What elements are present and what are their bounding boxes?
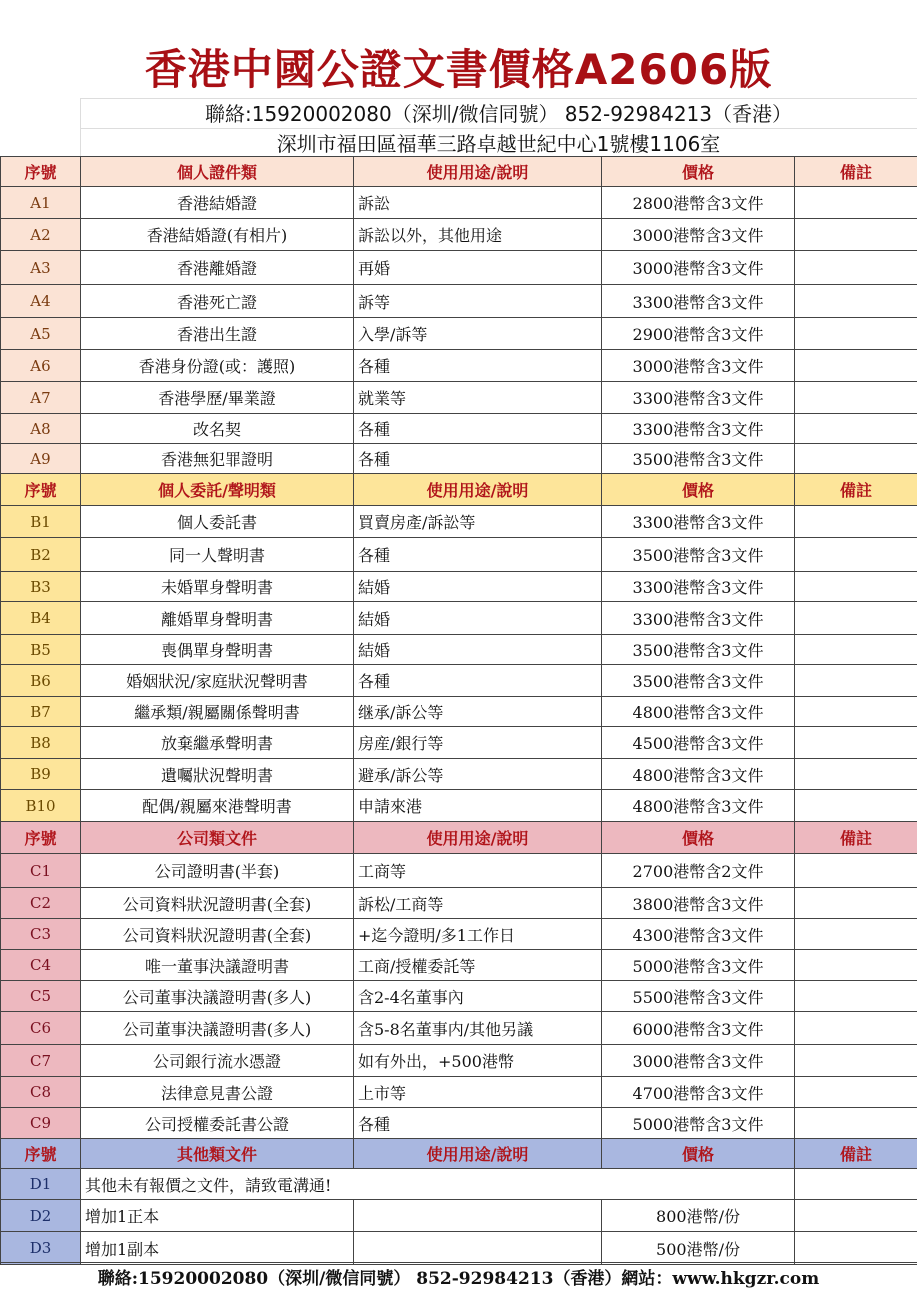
row-use: 继承/訴公等 <box>354 697 602 727</box>
row-note <box>795 981 917 1012</box>
table-row <box>1 572 917 602</box>
row-index: B6 <box>1 665 81 697</box>
row-name: 公司資料狀況證明書(全套) <box>81 888 354 919</box>
row-price: 6000港幣含3文件 <box>602 1012 795 1045</box>
row-note <box>795 950 917 981</box>
header-price: 價格 <box>602 822 795 854</box>
row-use: 各種 <box>354 350 602 382</box>
row-use: 訴訟 <box>354 187 602 219</box>
row-note <box>795 572 917 602</box>
row-use: 訴等 <box>354 285 602 318</box>
row-use <box>354 1232 602 1265</box>
row-price: 3300港幣含3文件 <box>602 414 795 444</box>
row-index: C6 <box>1 1012 81 1045</box>
header-price: 價格 <box>602 157 795 187</box>
row-name: 離婚單身聲明書 <box>81 602 354 635</box>
table-row <box>1 665 917 697</box>
row-note <box>795 1169 917 1200</box>
table-row <box>1 981 917 1012</box>
row-use: 申請來港 <box>354 790 602 822</box>
row-price: 3000港幣含3文件 <box>602 251 795 285</box>
row-index: A3 <box>1 251 81 285</box>
row-note <box>795 854 917 888</box>
header-price: 價格 <box>602 1139 795 1169</box>
row-index: A6 <box>1 350 81 382</box>
row-name: 公司資料狀況證明書(全套) <box>81 919 354 950</box>
row-name: 香港無犯罪證明 <box>81 444 354 474</box>
row-note <box>795 382 917 414</box>
row-index: B10 <box>1 790 81 822</box>
row-note <box>795 350 917 382</box>
table-row <box>1 318 917 350</box>
header-use: 使用用途/說明 <box>354 474 602 506</box>
table-row <box>1 888 917 919</box>
header-use: 使用用途/說明 <box>354 1139 602 1169</box>
table-row <box>1 1077 917 1108</box>
row-price: 5000港幣含3文件 <box>602 950 795 981</box>
row-index: A8 <box>1 414 81 444</box>
section-header-b <box>1 474 917 506</box>
table-row <box>1 602 917 635</box>
section-header-c <box>1 822 917 854</box>
row-index: A1 <box>1 187 81 219</box>
header-idx: 序號 <box>1 1139 81 1169</box>
row-note <box>795 219 917 251</box>
row-index: B7 <box>1 697 81 727</box>
row-use: 上市等 <box>354 1077 602 1108</box>
row-name: 遺囑狀況聲明書 <box>81 759 354 790</box>
row-index: B5 <box>1 635 81 665</box>
row-name: 其他未有報價之文件，請致電溝通! <box>81 1169 795 1200</box>
row-note <box>795 727 917 759</box>
row-name: 未婚單身聲明書 <box>81 572 354 602</box>
row-name: 同一人聲明書 <box>81 538 354 572</box>
header-note: 備註 <box>795 474 917 506</box>
row-price: 4700港幣含3文件 <box>602 1077 795 1108</box>
row-index: B2 <box>1 538 81 572</box>
table-row <box>1 538 917 572</box>
row-use: +迄今證明/多1工作日 <box>354 919 602 950</box>
table-row <box>1 444 917 474</box>
row-index: A4 <box>1 285 81 318</box>
row-name: 個人委託書 <box>81 506 354 538</box>
row-name: 配偶/親屬來港聲明書 <box>81 790 354 822</box>
table-row <box>1 950 917 981</box>
row-name: 香港死亡證 <box>81 285 354 318</box>
row-price: 3500港幣含3文件 <box>602 635 795 665</box>
table-row <box>1 1169 917 1200</box>
row-use: 結婚 <box>354 602 602 635</box>
header-category: 個人委託/聲明類 <box>81 474 354 506</box>
row-use: 避承/訴公等 <box>354 759 602 790</box>
row-price: 500港幣/份 <box>602 1232 795 1265</box>
row-index: C8 <box>1 1077 81 1108</box>
row-name: 婚姻狀況/家庭狀況聲明書 <box>81 665 354 697</box>
row-index: B8 <box>1 727 81 759</box>
row-price: 3300港幣含3文件 <box>602 382 795 414</box>
row-index: C3 <box>1 919 81 950</box>
row-name: 香港學歷/畢業證 <box>81 382 354 414</box>
row-use: 含5-8名董事内/其他另議 <box>354 1012 602 1045</box>
row-name: 公司銀行流水憑證 <box>81 1045 354 1077</box>
header-idx: 序號 <box>1 822 81 854</box>
row-use: 工商/授權委託等 <box>354 950 602 981</box>
row-index: B1 <box>1 506 81 538</box>
table-row <box>1 285 917 318</box>
row-use: 訴松/工商等 <box>354 888 602 919</box>
row-name: 喪偶單身聲明書 <box>81 635 354 665</box>
row-use: 訴訟以外，其他用途 <box>354 219 602 251</box>
row-use: 各種 <box>354 538 602 572</box>
row-price: 5500港幣含3文件 <box>602 981 795 1012</box>
header-idx: 序號 <box>1 157 81 187</box>
row-use: 含2-4名董事內 <box>354 981 602 1012</box>
row-price: 4500港幣含3文件 <box>602 727 795 759</box>
row-price: 3500港幣含3文件 <box>602 538 795 572</box>
row-use: 如有外出，+500港幣 <box>354 1045 602 1077</box>
section-header-d <box>1 1139 917 1169</box>
table-row <box>1 854 917 888</box>
row-name: 唯一董事決議證明書 <box>81 950 354 981</box>
table-row <box>1 759 917 790</box>
row-index: A9 <box>1 444 81 474</box>
table-row <box>1 219 917 251</box>
row-use: 各種 <box>354 444 602 474</box>
row-index: D1 <box>1 1169 81 1200</box>
row-price: 3300港幣含3文件 <box>602 285 795 318</box>
row-use: 再婚 <box>354 251 602 285</box>
section-header-a <box>1 157 917 187</box>
row-index: B3 <box>1 572 81 602</box>
table-row <box>1 382 917 414</box>
row-price: 4800港幣含3文件 <box>602 790 795 822</box>
row-note <box>795 919 917 950</box>
table-row <box>1 1200 917 1232</box>
table-row <box>1 1108 917 1139</box>
address-line: 深圳市福田區福華三路卓越世紀中心1號樓1106室 <box>80 128 917 157</box>
row-index: A2 <box>1 219 81 251</box>
price-table <box>0 156 917 1265</box>
row-price: 3000港幣含3文件 <box>602 1045 795 1077</box>
row-use <box>354 1200 602 1232</box>
row-note <box>795 697 917 727</box>
row-note <box>795 1077 917 1108</box>
header-note: 備註 <box>795 822 917 854</box>
row-use: 各種 <box>354 414 602 444</box>
row-price: 3300港幣含3文件 <box>602 572 795 602</box>
table-row <box>1 1012 917 1045</box>
footer-contact: 聯絡:15920002080（深圳/微信同號） 852-92984213（香港）網站：www.hkgzr.com <box>0 1262 917 1295</box>
row-index: C4 <box>1 950 81 981</box>
table-row <box>1 1045 917 1077</box>
row-price: 3300港幣含3文件 <box>602 602 795 635</box>
row-note <box>795 1108 917 1139</box>
title-area <box>0 0 917 100</box>
row-name: 增加1正本 <box>81 1200 354 1232</box>
row-price: 4300港幣含3文件 <box>602 919 795 950</box>
row-index: C5 <box>1 981 81 1012</box>
row-note <box>795 285 917 318</box>
row-note <box>795 790 917 822</box>
row-note <box>795 1045 917 1077</box>
row-index: A7 <box>1 382 81 414</box>
table-row <box>1 635 917 665</box>
contact-line: 聯絡:15920002080（深圳/微信同號） 852-92984213（香港） <box>80 98 917 129</box>
row-use: 結婚 <box>354 635 602 665</box>
row-index: B9 <box>1 759 81 790</box>
row-index: C2 <box>1 888 81 919</box>
row-note <box>795 506 917 538</box>
table-row <box>1 697 917 727</box>
row-name: 改名契 <box>81 414 354 444</box>
row-use: 入學/訴等 <box>354 318 602 350</box>
row-price: 3500港幣含3文件 <box>602 665 795 697</box>
header-price: 價格 <box>602 474 795 506</box>
row-note <box>795 665 917 697</box>
row-name: 香港離婚證 <box>81 251 354 285</box>
row-price: 3500港幣含3文件 <box>602 444 795 474</box>
row-name: 公司授權委託書公證 <box>81 1108 354 1139</box>
header-use: 使用用途/說明 <box>354 822 602 854</box>
row-name: 增加1副本 <box>81 1232 354 1265</box>
header-category: 其他類文件 <box>81 1139 354 1169</box>
row-name: 香港結婚證 <box>81 187 354 219</box>
row-note <box>795 888 917 919</box>
row-note <box>795 602 917 635</box>
row-note <box>795 1232 917 1265</box>
table-row <box>1 1232 917 1265</box>
row-use: 買賣房產/訴訟等 <box>354 506 602 538</box>
table-row <box>1 506 917 538</box>
row-price: 2700港幣含2文件 <box>602 854 795 888</box>
row-use: 結婚 <box>354 572 602 602</box>
row-note <box>795 1200 917 1232</box>
table-row <box>1 727 917 759</box>
row-use: 各種 <box>354 1108 602 1139</box>
row-price: 3000港幣含3文件 <box>602 219 795 251</box>
row-index: D2 <box>1 1200 81 1232</box>
table-row <box>1 919 917 950</box>
header-use: 使用用途/說明 <box>354 157 602 187</box>
table-row <box>1 414 917 444</box>
row-use: 就業等 <box>354 382 602 414</box>
row-use: 房産/銀行等 <box>354 727 602 759</box>
row-use: 工商等 <box>354 854 602 888</box>
page-title: 香港中國公證文書價格A2606版 <box>0 42 917 98</box>
header-category: 公司類文件 <box>81 822 354 854</box>
row-name: 香港結婚證(有相片) <box>81 219 354 251</box>
row-price: 800港幣/份 <box>602 1200 795 1232</box>
row-index: C1 <box>1 854 81 888</box>
row-note <box>795 414 917 444</box>
row-note <box>795 1012 917 1045</box>
row-name: 放棄繼承聲明書 <box>81 727 354 759</box>
row-price: 5000港幣含3文件 <box>602 1108 795 1139</box>
row-price: 4800港幣含3文件 <box>602 759 795 790</box>
row-price: 3300港幣含3文件 <box>602 506 795 538</box>
header-note: 備註 <box>795 1139 917 1169</box>
table-row <box>1 350 917 382</box>
row-index: C9 <box>1 1108 81 1139</box>
row-index: A5 <box>1 318 81 350</box>
row-name: 公司董事決議證明書(多人) <box>81 981 354 1012</box>
row-note <box>795 444 917 474</box>
row-note <box>795 759 917 790</box>
row-name: 香港身份證(或：護照) <box>81 350 354 382</box>
row-note <box>795 318 917 350</box>
row-price: 4800港幣含3文件 <box>602 697 795 727</box>
row-price: 2800港幣含3文件 <box>602 187 795 219</box>
header-note: 備註 <box>795 157 917 187</box>
row-name: 法律意見書公證 <box>81 1077 354 1108</box>
row-name: 公司董事決議證明書(多人) <box>81 1012 354 1045</box>
row-note <box>795 251 917 285</box>
row-use: 各種 <box>354 665 602 697</box>
row-price: 3000港幣含3文件 <box>602 350 795 382</box>
row-note <box>795 187 917 219</box>
row-note <box>795 635 917 665</box>
table-row <box>1 187 917 219</box>
header-idx: 序號 <box>1 474 81 506</box>
table-row <box>1 251 917 285</box>
row-note <box>795 538 917 572</box>
row-name: 香港出生證 <box>81 318 354 350</box>
row-price: 3800港幣含3文件 <box>602 888 795 919</box>
header-category: 個人證件類 <box>81 157 354 187</box>
row-index: D3 <box>1 1232 81 1265</box>
row-name: 繼承類/親屬關係聲明書 <box>81 697 354 727</box>
row-name: 公司證明書(半套) <box>81 854 354 888</box>
row-index: C7 <box>1 1045 81 1077</box>
table-row <box>1 790 917 822</box>
row-price: 2900港幣含3文件 <box>602 318 795 350</box>
row-index: B4 <box>1 602 81 635</box>
